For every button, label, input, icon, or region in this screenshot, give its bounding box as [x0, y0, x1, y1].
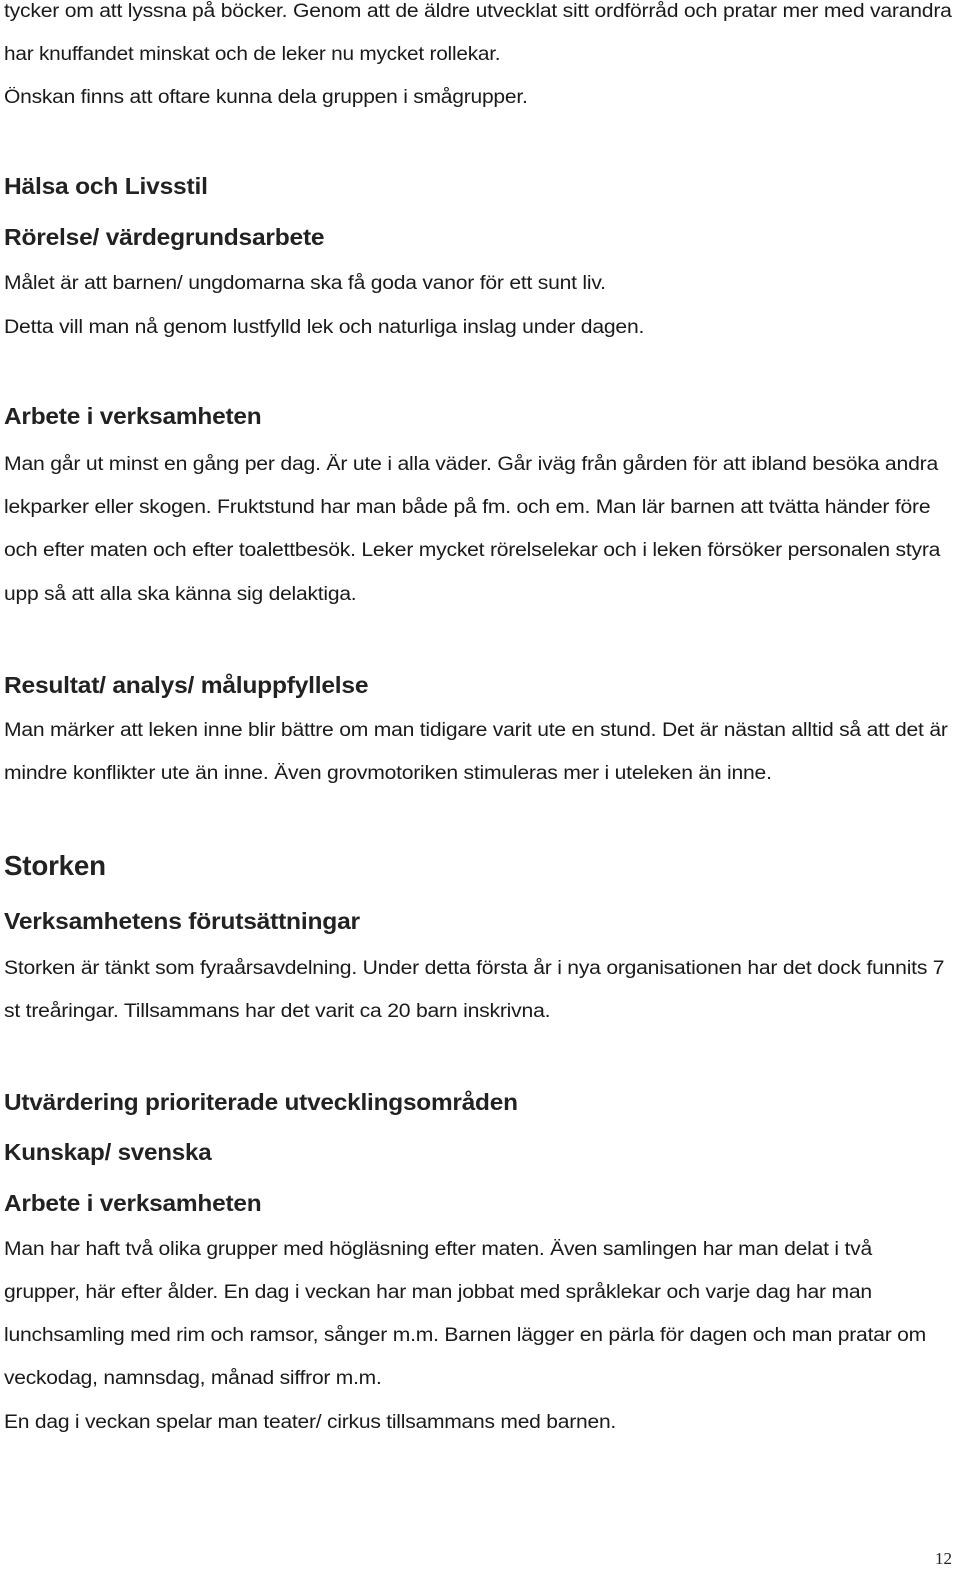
utvardering-line-2: grupper, här efter ålder. En dag i veckan har man jobbat med språklekar och varje dag har man	[4, 1282, 872, 1303]
storken-line-1: Storken är tänkt som fyraårsavdelning. Under detta första år i nya organisationen har det dock funnits 7	[4, 958, 945, 979]
arbete-line-2: lekparker eller skogen. Fruktstund har man både på fm. och em. Man lär barnen att tvätta händer före	[4, 497, 931, 518]
subheading-kunskap: Kunskap/ svenska	[4, 1139, 212, 1165]
subheading-forutsattningar: Verksamhetens förutsättningar	[4, 908, 360, 934]
utvardering-line-1: Man har haft två olika grupper med högläsning efter maten. Även samlingen har man delat i två	[4, 1239, 872, 1260]
intro-line-3: Önskan finns att oftare kunna dela gruppen i smågrupper.	[4, 87, 528, 108]
intro-line-1: tycker om att lyssna på böcker. Genom att de äldre utvecklat sitt ordförråd och pratar mer med varandra	[4, 1, 952, 22]
utvardering-line-5: En dag i veckan spelar man teater/ cirkus tillsammans med barnen.	[4, 1412, 617, 1433]
utvardering-line-3: lunchsamling med rim och ramsor, sånger m.m. Barnen lägger en pärla för dagen och man pratar om	[4, 1325, 927, 1346]
storken-line-2: st treåringar. Tillsammans har det varit ca 20 barn inskrivna.	[4, 1001, 551, 1022]
resultat-line-2: mindre konflikter ute än inne. Även grovmotoriken stimuleras mer i uteleken än inne.	[4, 763, 772, 784]
halsa-line-2: Detta vill man nå genom lustfylld lek och naturliga inslag under dagen.	[4, 317, 645, 338]
halsa-line-1: Målet är att barnen/ ungdomarna ska få goda vanor för ett sunt liv.	[4, 273, 606, 294]
section-heading-halsa: Hälsa och Livsstil	[4, 173, 208, 199]
section-heading-storken: Storken	[4, 850, 106, 881]
section-heading-utvardering: Utvärdering prioriterade utvecklingsområden	[4, 1089, 518, 1115]
resultat-line-1: Man märker att leken inne blir bättre om man tidigare varit ute en stund. Det är nästan alltid så att det är	[4, 720, 948, 741]
intro-line-2: har knuffandet minskat och de leker nu mycket rollekar.	[4, 44, 501, 65]
arbete-line-3: och efter maten och efter toalettbesök. Leker mycket rörelselekar och i leken försöker personalen styra	[4, 540, 941, 561]
subheading-arbete: Arbete i verksamheten	[4, 1190, 262, 1216]
utvardering-line-4: veckodag, namnsdag, månad siffror m.m.	[4, 1368, 382, 1389]
section-heading-arbete: Arbete i verksamheten	[4, 403, 262, 429]
page-number: 12	[935, 1549, 952, 1568]
arbete-line-1: Man går ut minst en gång per dag. Är ute i alla väder. Går iväg från gården för att ibland besöka andra	[4, 454, 939, 475]
arbete-line-4: upp så att alla ska känna sig delaktiga.	[4, 584, 357, 605]
subheading-rorelse: Rörelse/ värdegrundsarbete	[4, 224, 325, 250]
section-heading-resultat: Resultat/ analys/ måluppfyllelse	[4, 672, 369, 698]
